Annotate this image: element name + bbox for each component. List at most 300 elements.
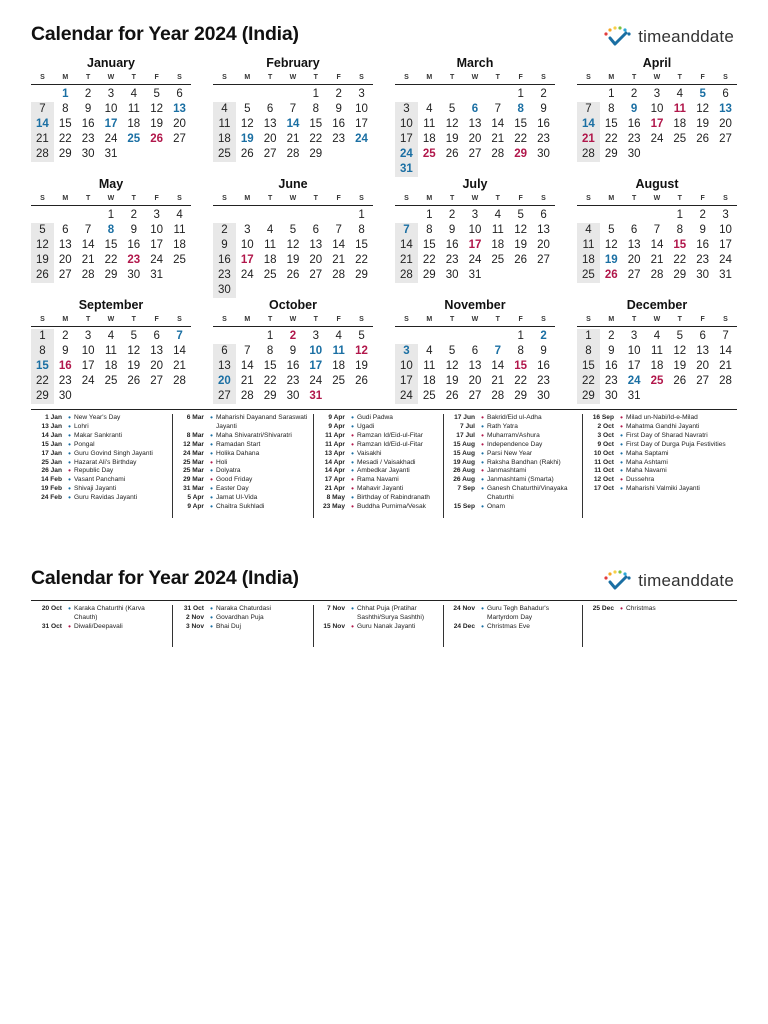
holiday-date: 10 Oct (593, 449, 614, 457)
weekday-header: T (631, 316, 637, 323)
weekday-header: T (85, 316, 91, 323)
day-cell: 25 (422, 147, 436, 160)
day-cell: 8 (107, 223, 115, 236)
weekday-header: T (495, 316, 500, 323)
day-cell: 29 (31, 389, 54, 404)
weekday-header-row (577, 194, 737, 206)
day-cell: 14 (240, 359, 254, 372)
timeanddate-logo-icon (602, 569, 636, 593)
day-cell: 15 (673, 238, 687, 251)
holiday-dot-icon: • (210, 430, 213, 440)
holiday-dot-icon: • (210, 457, 213, 467)
day-cell: 19 (286, 253, 300, 266)
day-cell: 8 (266, 344, 274, 357)
month-april (577, 54, 737, 166)
holiday-dot-icon: • (68, 484, 71, 494)
holiday-dot-icon: • (68, 466, 71, 476)
holiday-name: First Day of Sharad Navratri (626, 431, 708, 439)
holiday-date: 3 Nov (186, 622, 204, 630)
day-cell: 14 (491, 359, 505, 372)
day-cell: 11 (213, 117, 236, 132)
holiday-name: Guru Ravidas Jayanti (74, 494, 138, 502)
day-cell: 3 (312, 330, 320, 342)
day-cell: 10 (104, 102, 118, 115)
weekday-header: M (244, 316, 251, 323)
day-cell: 27 (309, 268, 323, 281)
holiday-item (31, 485, 172, 494)
day-cell: 11 (264, 238, 277, 251)
holiday-name: Mahavir Jayanti (357, 485, 404, 493)
weekday-header: F (518, 195, 523, 202)
holiday-item (583, 423, 737, 432)
holiday-name: Ganesh Chaturthi/Vinayaka Chaturthi (487, 485, 568, 502)
day-cell: 1 (676, 209, 684, 221)
day-cell: 15 (577, 359, 600, 374)
day-cell: 30 (537, 147, 550, 160)
holiday-date: 15 Sep (453, 503, 475, 511)
day-cell: 9 (608, 344, 615, 357)
day-cell: 15 (604, 117, 618, 130)
holiday-name: Maha Saptami (626, 449, 669, 457)
weekday-header-row (577, 73, 737, 85)
day-cell: 16 (537, 117, 550, 130)
day-cell: 30 (286, 389, 300, 402)
day-cell: 2 (630, 88, 638, 100)
day-cell: 4 (107, 330, 115, 342)
day-cell: 11 (491, 223, 504, 236)
day-cell: 21 (719, 359, 732, 372)
day-cell: 5 (358, 330, 365, 342)
weekday-header: W (107, 195, 115, 202)
weekday-header: M (244, 74, 251, 81)
holiday-item (444, 467, 582, 476)
holiday-item (31, 476, 172, 485)
day-cell: 14 (81, 238, 95, 251)
day-cell: 4 (176, 209, 183, 221)
timeanddate-logo-2[interactable] (602, 568, 734, 594)
holiday-name: Birthday of Rabindranath (357, 494, 430, 502)
day-cell: 18 (173, 238, 186, 251)
holiday-date: 13 Jan (41, 422, 62, 430)
day-cell: 25 (577, 268, 600, 283)
day-cell: 5 (676, 330, 684, 342)
day-cell: 18 (422, 374, 436, 387)
holiday-item (314, 503, 443, 512)
day-cell: 14 (395, 238, 418, 253)
weekday-header: W (471, 195, 479, 202)
weekday-header: M (426, 316, 433, 323)
weekday-header: T (267, 316, 273, 323)
holiday-item (314, 441, 443, 450)
day-cell: 25 (104, 374, 118, 387)
holiday-item (444, 423, 582, 432)
holiday-dot-icon: • (68, 604, 71, 613)
holiday-dot-icon: • (481, 448, 484, 458)
holiday-dot-icon: • (481, 430, 484, 440)
day-cell: 25 (213, 147, 236, 162)
day-cell: 4 (653, 330, 661, 342)
holiday-column (172, 605, 313, 647)
holiday-name: Pongal (74, 440, 95, 448)
holiday-date: 7 Sep (457, 485, 475, 493)
day-cell: 11 (127, 102, 140, 115)
month-november (395, 296, 555, 408)
day-cell: 6 (471, 344, 479, 357)
day-cell: 7 (494, 102, 502, 115)
day-cell: 22 (104, 253, 118, 266)
holiday-dot-icon: • (620, 475, 623, 485)
holiday-item (31, 623, 172, 632)
weekday-header: S (222, 195, 227, 202)
day-cell: 3 (630, 330, 638, 342)
holiday-date: 14 Feb (41, 476, 62, 484)
holiday-name: Easter Day (216, 485, 249, 493)
day-cell: 13 (696, 344, 710, 357)
day-cell: 24 (355, 132, 368, 145)
holiday-date: 8 May (326, 494, 345, 502)
holiday-dot-icon: • (351, 604, 354, 613)
holiday-name: Christmas Eve (487, 622, 530, 630)
month-february (213, 54, 373, 166)
day-cell: 23 (604, 374, 618, 387)
weekday-header: S (40, 316, 45, 323)
holiday-name: Guru Govind Singh Jayanti (74, 449, 153, 457)
holiday-item (31, 467, 172, 476)
day-cell: 12 (127, 344, 141, 357)
month-may (31, 175, 191, 287)
day-cell: 29 (514, 389, 528, 402)
day-cell: 19 (604, 253, 618, 266)
day-cell: 30 (537, 389, 550, 402)
day-cell: 18 (263, 253, 277, 266)
day-cell: 17 (240, 253, 254, 266)
holiday-column (31, 414, 172, 518)
holiday-name: Republic Day (74, 467, 114, 475)
weekday-header: T (85, 74, 91, 81)
day-cell: 24 (650, 132, 664, 145)
day-cell: 17 (309, 359, 323, 372)
holiday-item (444, 432, 582, 441)
day-cell: 4 (130, 88, 138, 100)
day-cell: 18 (213, 132, 236, 147)
holiday-dot-icon: • (68, 413, 71, 422)
holiday-item (314, 423, 443, 432)
weekday-header: M (608, 195, 615, 202)
day-cell: 25 (263, 268, 277, 281)
holiday-dot-icon: • (210, 612, 213, 622)
holiday-item (314, 494, 443, 503)
weekday-header: W (289, 316, 297, 323)
month-name: December (626, 298, 688, 312)
day-cell: 24 (627, 374, 641, 387)
day-cell: 28 (173, 374, 186, 387)
day-cell: 19 (673, 359, 687, 372)
holiday-dot-icon: • (210, 502, 213, 512)
day-cell: 5 (448, 102, 456, 115)
weekday-header: T (313, 74, 318, 81)
day-cell: 27 (213, 389, 236, 404)
holiday-name: New Year's Day (74, 414, 121, 421)
day-cell: 17 (355, 117, 368, 130)
day-cell: 30 (58, 389, 72, 402)
day-cell: 11 (423, 117, 436, 130)
day-cell: 16 (213, 253, 236, 268)
day-cell: 18 (577, 253, 600, 268)
day-cell: 21 (173, 359, 186, 372)
holiday-column (313, 605, 443, 647)
holiday-item (173, 450, 313, 459)
day-cell: 2 (540, 88, 547, 100)
holiday-dot-icon: • (481, 466, 484, 476)
weekday-header: S (359, 74, 364, 81)
day-cell: 23 (537, 374, 550, 387)
holiday-column (582, 605, 737, 647)
month-name: February (266, 56, 320, 70)
holiday-dot-icon: • (620, 604, 623, 613)
holiday-dot-icon: • (481, 484, 484, 494)
holiday-date: 3 Oct (597, 431, 614, 439)
day-cell: 22 (31, 374, 54, 389)
month-name: October (269, 298, 317, 312)
day-cell: 2 (540, 330, 547, 342)
holiday-item (444, 623, 582, 632)
day-cell: 20 (468, 374, 482, 387)
holiday-dot-icon: • (620, 430, 623, 440)
day-cell: 3 (107, 88, 115, 100)
weekday-header: T (267, 195, 273, 202)
holiday-name: First Day of Durga Puja Festivities (626, 440, 726, 448)
day-cell: 21 (332, 253, 346, 266)
day-cell: 30 (445, 268, 459, 281)
weekday-header: M (426, 74, 433, 81)
day-cell: 17 (395, 374, 418, 389)
day-cell: 17 (150, 238, 164, 251)
day-cell: 23 (213, 268, 236, 283)
weekday-header: S (359, 195, 364, 202)
weekday-header: S (541, 74, 546, 81)
holiday-date: 25 Dec (592, 605, 614, 612)
holiday-item (444, 450, 582, 459)
holiday-dot-icon: • (68, 493, 71, 503)
day-cell: 7 (494, 344, 502, 357)
day-cell: 6 (213, 344, 236, 359)
holiday-dot-icon: • (481, 621, 484, 631)
holiday-date: 26 Aug (453, 467, 475, 475)
holiday-item (444, 459, 582, 468)
weekday-header: F (154, 195, 159, 202)
holiday-dot-icon: • (620, 448, 623, 458)
day-cell: 29 (577, 389, 600, 404)
holiday-dot-icon: • (351, 430, 354, 440)
day-cell: 13 (468, 117, 482, 130)
holiday-name: Ambedkar Jayanti (357, 467, 410, 475)
day-cell: 18 (422, 132, 436, 145)
holiday-date: 7 Nov (327, 605, 345, 612)
timeanddate-logo[interactable] (602, 24, 734, 50)
weekday-header: M (62, 74, 69, 81)
day-cell: 4 (213, 102, 236, 117)
holiday-date: 19 Aug (453, 458, 475, 466)
day-cell: 31 (627, 389, 641, 402)
day-cell: 21 (491, 132, 505, 145)
day-cell: 31 (395, 162, 418, 177)
day-cell: 18 (104, 359, 118, 372)
holiday-date: 17 Jan (41, 449, 62, 457)
day-cell: 10 (81, 344, 95, 357)
day-cell: 11 (332, 344, 345, 357)
day-cell: 4 (266, 223, 274, 236)
holiday-name: Karaka Chaturthi (Karva Chauth) (74, 605, 145, 621)
day-cell: 26 (240, 147, 254, 160)
month-name: June (278, 177, 308, 191)
day-cell: 20 (468, 132, 482, 145)
day-cell: 27 (173, 132, 186, 145)
day-cell: 27 (263, 147, 277, 160)
day-cell: 10 (650, 102, 664, 115)
day-cell: 30 (127, 268, 141, 281)
holiday-item (583, 441, 737, 450)
holiday-dot-icon: • (210, 439, 213, 449)
holiday-date: 25 Jan (41, 458, 62, 466)
weekday-header: W (653, 74, 661, 81)
day-cell: 9 (62, 344, 69, 357)
day-cell: 20 (58, 253, 72, 266)
day-cell: 2 (448, 209, 456, 221)
holiday-item (583, 485, 737, 494)
day-cell: 11 (673, 102, 686, 115)
day-cell: 27 (58, 268, 72, 281)
day-cell: 28 (719, 374, 732, 387)
weekday-header: S (404, 316, 409, 323)
day-cell: 4 (426, 102, 433, 115)
day-cell: 13 (58, 238, 72, 251)
logo-text: timeanddate (638, 27, 734, 46)
day-cell: 19 (240, 132, 254, 145)
day-cell: 1 (266, 330, 274, 342)
weekday-header: T (631, 74, 637, 81)
day-cell: 25 (422, 389, 436, 402)
day-cell: 8 (426, 223, 433, 236)
day-cell: 24 (395, 147, 418, 162)
day-cell: 20 (719, 117, 732, 130)
day-cell: 24 (309, 374, 323, 387)
holiday-item (31, 494, 172, 503)
holiday-date: 31 Oct (41, 622, 62, 630)
day-cell: 16 (537, 359, 550, 372)
holiday-item (31, 459, 172, 468)
day-cell: 22 (514, 374, 528, 387)
day-cell: 19 (514, 238, 528, 251)
day-cell: 2 (608, 330, 615, 342)
holiday-date: 24 Mar (183, 449, 204, 457)
weekday-header: S (723, 316, 728, 323)
holiday-date: 7 Jul (459, 422, 475, 430)
holiday-name: Ramadan Start (216, 440, 261, 448)
holiday-item (583, 605, 737, 614)
holiday-dot-icon: • (481, 604, 484, 613)
day-cell: 27 (719, 132, 732, 145)
day-cell: 2 (213, 223, 236, 238)
day-cell: 19 (445, 132, 459, 145)
day-cell: 28 (332, 268, 346, 281)
day-cell: 5 (31, 223, 54, 238)
day-cell: 9 (213, 238, 236, 253)
day-cell: 9 (335, 102, 342, 115)
day-cell: 12 (514, 223, 528, 236)
holiday-date: 14 Apr (324, 467, 345, 475)
holiday-item (583, 476, 737, 485)
day-cell: 16 (127, 238, 141, 251)
day-cell: 26 (355, 374, 368, 387)
month-june (213, 175, 373, 296)
holiday-date: 31 Oct (183, 605, 204, 612)
day-cell: 6 (153, 330, 160, 342)
day-cell: 14 (286, 117, 300, 130)
holiday-date: 31 Mar (183, 485, 204, 493)
holiday-dot-icon: • (210, 448, 213, 458)
day-cell: 3 (244, 223, 251, 236)
weekday-header: F (154, 74, 159, 81)
holiday-item (444, 441, 582, 450)
day-cell: 2 (84, 88, 92, 100)
holiday-dot-icon: • (210, 604, 213, 613)
day-cell: 15 (514, 359, 528, 372)
holiday-item (444, 485, 582, 503)
logo-text-2: timeanddate (638, 571, 734, 590)
holiday-dot-icon: • (68, 430, 71, 440)
day-cell: 19 (696, 117, 710, 130)
holiday-name: Makar Sankranti (74, 431, 123, 439)
day-cell: 3 (395, 102, 418, 117)
holiday-dot-icon: • (481, 439, 484, 449)
day-cell: 12 (31, 238, 54, 253)
holiday-date: 26 Jan (41, 467, 62, 475)
day-cell: 12 (286, 238, 300, 251)
holiday-date: 9 Apr (187, 503, 204, 511)
weekday-header: T (85, 195, 91, 202)
holiday-name: Good Friday (216, 476, 253, 484)
day-cell: 31 (719, 268, 732, 281)
holiday-date: 14 Jan (41, 431, 62, 439)
day-cell: 24 (240, 268, 254, 281)
weekday-header: W (653, 316, 661, 323)
holiday-item (314, 450, 443, 459)
month-august (577, 175, 737, 287)
holiday-date: 11 Oct (594, 458, 614, 466)
weekday-header: S (222, 316, 227, 323)
weekday-header: S (404, 74, 409, 81)
holiday-dot-icon: • (68, 457, 71, 467)
day-cell: 25 (127, 132, 141, 145)
holiday-item (583, 432, 737, 441)
holiday-name: Bakrid/Eid ul-Adha (487, 414, 542, 421)
holiday-date: 17 Oct (593, 485, 614, 493)
day-cell: 20 (537, 238, 550, 251)
holiday-dot-icon: • (620, 457, 623, 467)
weekday-header: T (677, 74, 682, 81)
weekday-header-row (395, 315, 555, 327)
day-cell: 25 (491, 253, 505, 266)
day-cell: 23 (696, 253, 710, 266)
day-cell: 22 (263, 374, 277, 387)
weekday-header: S (404, 195, 409, 202)
holiday-date: 11 Apr (325, 440, 345, 448)
day-cell: 27 (537, 253, 550, 266)
day-cell: 23 (58, 374, 72, 387)
day-cell: 8 (517, 344, 524, 357)
day-cell: 15 (58, 117, 72, 130)
day-cell: 7 (244, 344, 251, 357)
